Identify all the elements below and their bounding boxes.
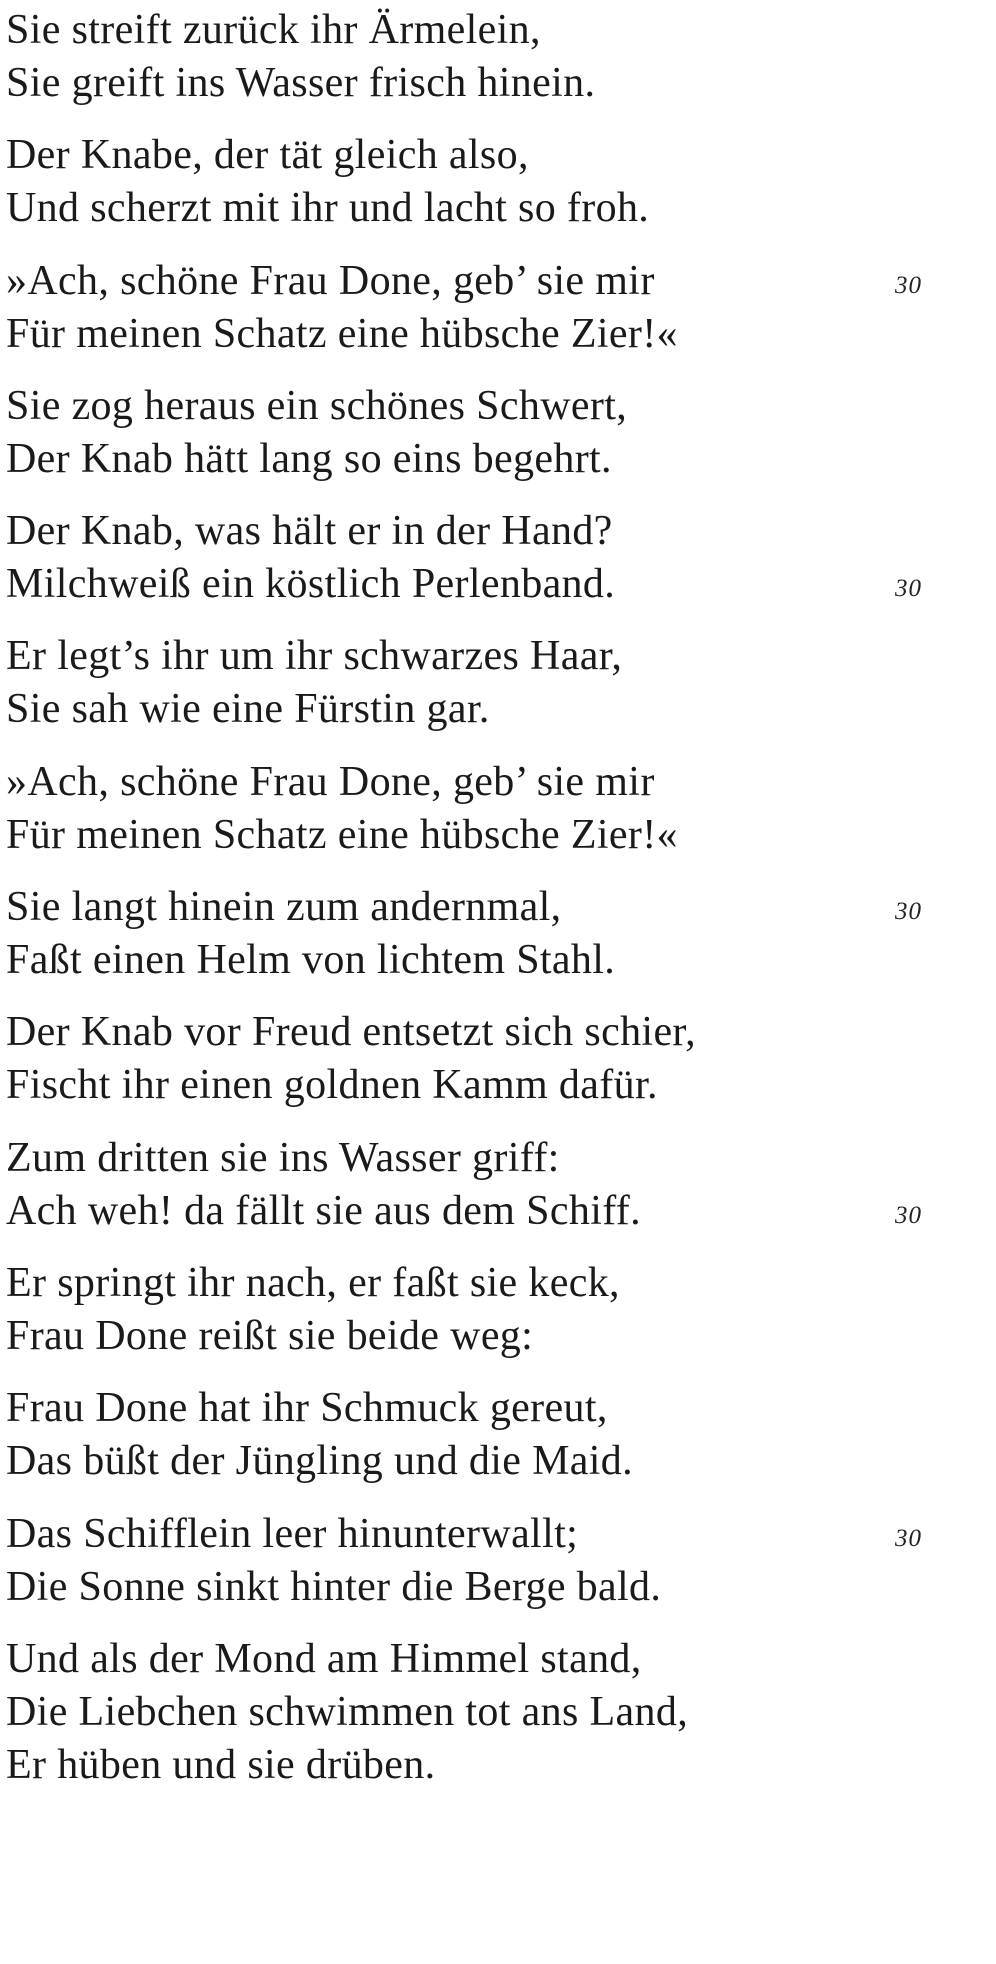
poem-line [6,558,922,611]
stanza [6,4,906,110]
poem-line [6,1006,906,1059]
line-text: Sie sah wie eine Fürstin gar. [6,686,490,733]
line-text: Der Knab hätt lang so eins begehrt. [6,435,612,482]
poem-line [6,505,906,558]
stanza [6,255,922,361]
poem-line [6,881,922,934]
stanza [6,1508,922,1614]
line-text: »Ach, schöne Frau Done, geb’ sie mir [6,758,655,805]
poem-line [6,1310,906,1363]
line-text: Das büßt der Jüngling und die Maid. [6,1438,634,1485]
poem-line [6,129,906,182]
line-text: Die Sonne sinkt hinter die Berge bald. [6,1563,662,1610]
poem-line [6,1686,906,1739]
stanza [6,1633,906,1792]
line-number: 30 [895,898,922,926]
poem-line [6,380,906,433]
line-text: Zum dritten sie ins Wasser griff: [6,1134,560,1181]
poem-line [6,255,922,308]
stanza [6,1132,922,1238]
line-text: Sie streift zurück ihr Ärmelein, [6,7,541,53]
line-text: »Ach, schöne Frau Done, geb’ sie mir [6,257,655,304]
poem-line [6,1633,906,1686]
poem-line [6,809,906,862]
line-text: Der Knabe, der tät gleich also, [6,132,529,179]
line-text: Fischt ihr einen goldnen Kamm dafür. [6,1062,658,1109]
line-text: Das Schifflein leer hinunterwallt; [6,1510,579,1557]
stanza [6,1006,906,1112]
poem-line [6,1508,922,1561]
poem-line [6,4,906,57]
poem-line [6,934,906,987]
poem-line [6,1382,906,1435]
line-text: Und scherzt mit ihr und lacht so froh. [6,185,650,232]
line-text: Für meinen Schatz eine hübsche Zier!« [6,811,678,858]
line-number: 30 [895,1524,922,1552]
line-text: Der Knab, was hält er in der Hand? [6,508,613,555]
line-text: Frau Done reißt sie beide weg: [6,1312,534,1359]
stanza [6,129,906,235]
line-number: 30 [895,575,922,603]
line-text: Ach weh! da fällt sie aus dem Schiff. [6,1187,641,1234]
stanza [6,756,906,862]
line-text: Die Liebchen schwimmen tot ans Land, [6,1688,689,1735]
stanza [6,1257,906,1363]
poem-line [6,57,906,110]
line-text: Er legt’s ihr um ihr schwarzes Haar, [6,633,623,680]
line-text: Sie zog heraus ein schönes Schwert, [6,382,628,429]
poem-line [6,1257,906,1310]
poem-line [6,630,906,683]
line-text: Sie greift ins Wasser frisch hinein. [6,60,596,106]
poem-line [6,1561,906,1614]
poem-line [6,1435,906,1488]
stanza [6,630,906,736]
line-text: Und als der Mond am Himmel stand, [6,1635,642,1682]
poem-line [6,433,906,486]
line-text: Der Knab vor Freud entsetzt sich schier, [6,1009,696,1056]
line-text: Er springt ihr nach, er faßt sie keck, [6,1259,620,1306]
line-text: Für meinen Schatz eine hübsche Zier!« [6,310,678,357]
line-number: 30 [895,271,922,299]
line-number: 30 [895,1201,922,1229]
stanza [6,881,922,987]
poem-line [6,308,906,361]
line-text: Er hüben und sie drüben. [6,1741,436,1788]
stanza [6,380,906,486]
poem-line [6,1132,906,1185]
poem-line [6,1059,906,1112]
line-text: Frau Done hat ihr Schmuck gereut, [6,1385,608,1432]
poem [6,4,922,1811]
stanza [6,1382,906,1488]
line-text: Sie langt hinein zum andernmal, [6,884,562,931]
poem-line [6,1739,906,1792]
stanza [6,505,922,611]
line-text: Faßt einen Helm von lichtem Stahl. [6,937,616,984]
line-text: Milchweiß ein köstlich Perlenband. [6,561,616,608]
poem-line [6,1185,922,1238]
poem-line [6,683,906,736]
poem-line [6,756,906,809]
poem-line [6,182,906,235]
